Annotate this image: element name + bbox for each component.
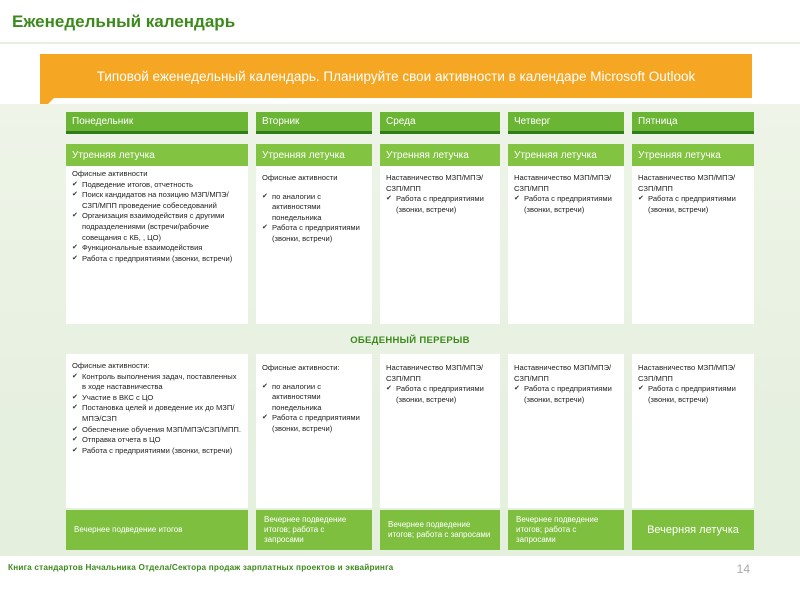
block-heading: Наставничество МЗП/МПЭ/СЗП/МПП: [514, 363, 612, 383]
morning-block-wednesday: [380, 166, 500, 324]
morning-block-monday: [66, 166, 248, 324]
morning-block-tuesday: [256, 166, 372, 324]
page-title: Еженедельный календарь: [12, 12, 236, 31]
activity-item: ✔ Работа с предприятиями (звонки, встречи): [638, 194, 748, 215]
activity-item: ✔ по аналогии с активностями понедельника: [262, 382, 366, 414]
evening-summary-wednesday: Вечернее подведение итогов; работа с запросами: [380, 510, 500, 550]
activity-item: ✔ Контроль выполнения задач, поставленных в ходе наставничества: [72, 372, 242, 393]
activity-item: ✔ Работа с предприятиями (звонки, встречи): [386, 384, 494, 405]
block-heading: Наставничество МЗП/МПЭ/СЗП/МПП: [638, 363, 736, 383]
morning-meeting-friday: Утренняя летучка: [632, 144, 754, 166]
block-heading: Офисные активности:: [262, 363, 340, 372]
activity-item: ✔ по аналогии с активностями понедельника: [262, 192, 366, 224]
activity-item: ✔ Участие в ВКС с ЦО: [72, 393, 242, 404]
activity-item: ✔ Работа с предприятиями (звонки, встречи): [262, 413, 366, 434]
afternoon-block-tuesday: [256, 354, 372, 508]
activity-item: ✔ Подведение итогов, отчетность: [72, 180, 242, 191]
morning-block-thursday: [508, 166, 624, 324]
block-heading: Наставничество МЗП/МПЭ/СЗП/МПП: [386, 363, 484, 383]
activity-item: ✔ Постановка целей и доведение их до МЗП/МПЭ/СЗП: [72, 403, 242, 424]
afternoon-block-friday: [632, 354, 754, 508]
evening-meeting-friday: Вечерняя летучка: [632, 510, 754, 550]
morning-meeting-monday: Утренняя летучка: [66, 144, 248, 166]
callout-banner: Типовой еженедельный календарь. Планируйте свои активности в календаре Microsoft Outlook: [40, 54, 752, 98]
title-divider: [0, 42, 800, 44]
activity-item: ✔ Работа с предприятиями (звонки, встречи): [262, 223, 366, 244]
activity-item: ✔ Работа с предприятиями (звонки, встречи): [386, 194, 494, 215]
day-header-thursday: Четверг: [508, 112, 624, 134]
evening-summary-monday: Вечернее подведение итогов: [66, 510, 248, 550]
day-header-monday: Понедельник: [66, 112, 248, 134]
activity-item: ✔ Работа с предприятиями (звонки, встречи): [638, 384, 748, 405]
block-heading: Офисные активности: [72, 169, 148, 178]
morning-meeting-tuesday: Утренняя летучка: [256, 144, 372, 166]
afternoon-block-wednesday: [380, 354, 500, 508]
afternoon-block-thursday: [508, 354, 624, 508]
afternoon-block-monday: [66, 354, 248, 508]
activity-item: ✔ Функциональные взаимодействия: [72, 243, 242, 254]
day-header-tuesday: Вторник: [256, 112, 372, 134]
activity-item: ✔ Работа с предприятиями (звонки, встречи): [72, 254, 242, 265]
block-heading: Наставничество МЗП/МПЭ/СЗП/МПП: [386, 173, 484, 193]
block-heading: Офисные активности: [262, 173, 338, 182]
block-heading: Наставничество МЗП/МПЭ/СЗП/МПП: [638, 173, 736, 193]
activity-item: ✔ Работа с предприятиями (звонки, встречи): [514, 194, 618, 215]
evening-summary-thursday: Вечернее подведение итогов; работа с запросами: [508, 510, 624, 550]
block-heading: Офисные активности:: [72, 361, 150, 370]
activity-item: ✔ Работа с предприятиями (звонки, встречи): [514, 384, 618, 405]
activity-item: ✔ Обеспечение обучения МЗП/МПЭ/СЗП/МПП.: [72, 425, 242, 436]
morning-meeting-thursday: Утренняя летучка: [508, 144, 624, 166]
page-number: 14: [736, 562, 750, 576]
activity-item: ✔ Организация взаимодействия с другими подразделениями (встречи/рабочие совещания с КБ, , ЦО): [72, 211, 242, 243]
day-header-wednesday: Среда: [380, 112, 500, 134]
evening-summary-tuesday: Вечернее подведение итогов; работа с запросами: [256, 510, 372, 550]
activity-item: ✔ Поиск кандидатов на позицию МЗП/МПЭ/СЗП/МПП проведение собеседований: [72, 190, 242, 211]
block-heading: Наставничество МЗП/МПЭ/СЗП/МПП: [514, 173, 612, 193]
lunch-break-label: ОБЕДЕННЫЙ ПЕРЕРЫВ: [350, 334, 470, 346]
day-header-friday: Пятница: [632, 112, 754, 134]
morning-block-friday: [632, 166, 754, 324]
activity-item: ✔ Работа с предприятиями (звонки, встречи): [72, 446, 242, 457]
activity-item: ✔ Отправка отчета в ЦО: [72, 435, 242, 446]
footer-text: Книга стандартов Начальника Отдела/Сектора продаж зарплатных проектов и эквайринга: [8, 563, 394, 572]
morning-meeting-wednesday: Утренняя летучка: [380, 144, 500, 166]
